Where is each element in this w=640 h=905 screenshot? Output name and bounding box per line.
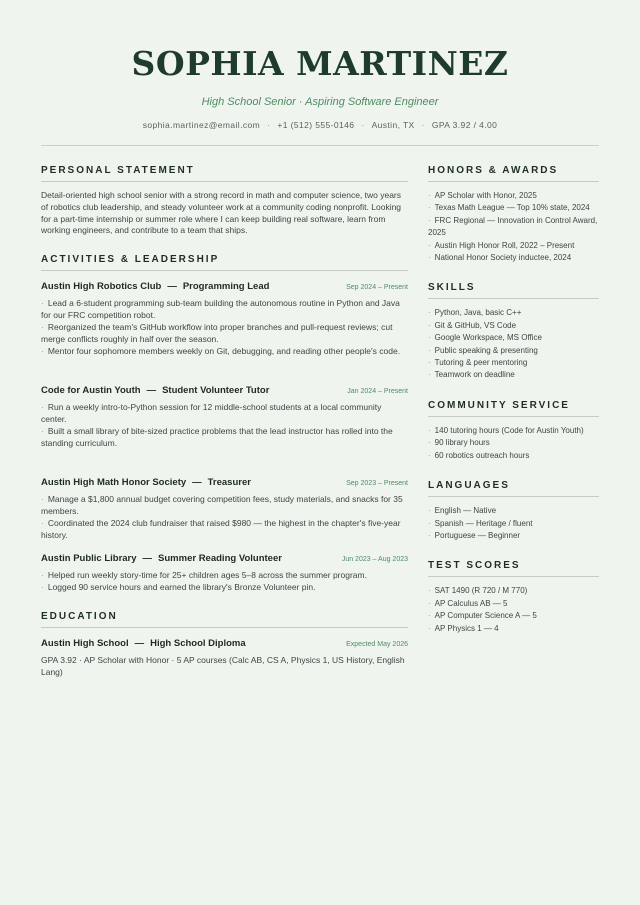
bullet-text: Logged 90 service hours and earned the library's Bronze Volunteer pin. [47, 582, 316, 593]
honors-list [428, 190, 599, 264]
tagline: High School Senior · Aspiring Software Engineer [201, 96, 439, 108]
list-item: · Tutoring & peer mentoring [428, 358, 528, 368]
list-item-text: Portuguese — Beginner [434, 530, 521, 540]
list-item-text: SAT 1490 (R 720 / M 770) [434, 586, 528, 596]
list-item-text: AP Calculus AB — 5 [434, 598, 508, 608]
entry-role: Student Volunteer Tutor [162, 385, 270, 397]
activity-entry [41, 385, 408, 449]
candidate-name: SOPHIA MARTINEZ [131, 44, 509, 83]
list-item-text: Google Workspace, MS Office [434, 333, 542, 343]
degree-name: High School Diploma [150, 638, 246, 650]
entry-role: Summer Reading Volunteer [158, 553, 282, 565]
list-item-text: AP Scholar with Honor, 2025 [434, 191, 537, 200]
bullet-item: · Reorganized the team's GitHub workflow into proper branches and pull-request reviews; cut merge conflicts roughly in half over the season. [41, 322, 393, 345]
school-name: Austin High School [41, 638, 129, 650]
list-item: · Texas Math League — Top 10% state, 2024 [428, 203, 590, 213]
contact-separator: · [421, 120, 425, 130]
list-item-text: Spanish — Heritage / fluent [434, 518, 533, 528]
bullet-text: Mentor four sophomore members weekly on Git, debugging, and reading other people's code. [47, 346, 401, 357]
bullet-item: · Helped run weekly story-time for 25+ children ages 5–8 across the summer program. [41, 570, 367, 581]
contact-separator: · [361, 120, 365, 130]
list-item-text: Python, Java, basic C++ [434, 308, 522, 318]
bullet-item: · Manage a $1,800 annual budget covering competition fees, study materials, and snacks for 35 members. [41, 494, 403, 517]
list-item-text: Public speaking & presenting [434, 345, 538, 355]
bullet-item: · Lead a 6-student programming sub-team building the autonomous routine in Python and Java for our FRC competition robot. [41, 298, 400, 321]
section-title: PERSONAL STATEMENT [41, 165, 408, 182]
entry-date: Sep 2023 – Present [346, 480, 408, 488]
section-title: SKILLS [428, 282, 599, 299]
list-item-text: Tutoring & peer mentoring [434, 358, 528, 368]
list-item-text: Git & GitHub, VS Code [434, 320, 517, 330]
contact-phone: +1 (512) 555-0146 [277, 120, 355, 130]
entry-date: Jun 2023 – Aug 2023 [341, 556, 408, 564]
bullet-text: Lead a 6-student programming sub-team building the autonomous routine in Python and Java for our FRC competition robot. [41, 298, 400, 321]
contact-separator: · [267, 120, 271, 130]
entry-header [41, 638, 408, 649]
list-item: · AP Physics 1 — 4 [428, 623, 499, 633]
honors-section [428, 165, 599, 264]
entry-title: Austin High School — High School Diploma [41, 638, 246, 650]
list-item-text: AP Computer Science A — 5 [434, 611, 537, 621]
activity-entry [41, 553, 408, 593]
contact-gpa: GPA 3.92 / 4.00 [431, 120, 498, 130]
bullet-text: Manage a $1,800 annual budget covering competition fees, study materials, and snacks for 35 members. [41, 494, 403, 517]
entry-org: Austin High Math Honor Society [41, 477, 187, 489]
statement-text: Detail-oriented high school senior with a strong record in math and computer science, two years of robotics club leadership, and steady volunteer work at a community coding nonprofit. Looking for a part-time internship or summer role where I can keep building real software, learn from working engineers, and contribute to a team that ships. [41, 190, 402, 236]
activity-entry [41, 477, 408, 541]
education-detail: GPA 3.92 · AP Scholar with Honor · 5 AP courses (Calc AB, CS A, Physics 1, US History, English Lang) [41, 655, 405, 678]
list-item-text: 90 library hours [434, 438, 490, 448]
entry-bullets [41, 493, 408, 541]
list-item: · AP Calculus AB — 5 [428, 598, 508, 608]
bullet-text: Run a weekly intro-to-Python session for 12 middle-school students at a local community center. [41, 402, 382, 425]
entry-header [41, 385, 408, 396]
bullet-item: · Coordinated the 2024 club fundraiser that raised $980 — the highest in the chapter's five-year history. [41, 518, 401, 541]
list-item-text: English — Native [434, 506, 497, 516]
header-divider [41, 145, 599, 146]
entry-org: Code for Austin Youth [41, 385, 141, 397]
skills-list [428, 307, 599, 381]
list-item-text: Texas Math League — Top 10% state, 2024 [434, 203, 590, 213]
entry-date: Sep 2024 – Present [346, 284, 408, 292]
section-title: ACTIVITIES & LEADERSHIP [41, 254, 408, 271]
list-item: · 140 tutoring hours (Code for Austin Youth) [428, 425, 584, 435]
education-section [41, 611, 408, 678]
bullet-text: Built a small library of bite-sized practice problems that the lead instructor has rolled into the standing curriculum. [41, 426, 393, 449]
list-item: · Google Workspace, MS Office [428, 333, 542, 343]
contact-location: Austin, TX [371, 120, 415, 130]
entry-date: Jan 2024 – Present [347, 388, 408, 396]
entry-org: Austin High Robotics Club [41, 281, 162, 293]
section-title: HONORS & AWARDS [428, 165, 599, 182]
list-item: · Python, Java, basic C++ [428, 308, 522, 318]
test-scores-list [428, 585, 599, 635]
education-entry [41, 638, 408, 678]
list-item-text: 140 tutoring hours (Code for Austin Youth) [434, 425, 584, 435]
list-item: · Spanish — Heritage / fluent [428, 518, 533, 528]
entry-header [41, 553, 408, 564]
list-item-text: Austin High Honor Roll, 2022 – Present [434, 240, 575, 250]
personal-statement-section [41, 165, 408, 237]
list-item: · Public speaking & presenting [428, 345, 538, 355]
list-item: · SAT 1490 (R 720 / M 770) [428, 586, 528, 596]
list-item: · National Honor Society inductee, 2024 [428, 253, 572, 263]
list-item: · Git & GitHub, VS Code [428, 320, 517, 330]
list-item: · AP Computer Science A — 5 [428, 611, 537, 621]
contact-email: sophia.martinez@email.com [142, 120, 261, 130]
activity-entry [41, 281, 408, 357]
entry-title: Austin High Math Honor Society — Treasurer [41, 477, 251, 489]
list-item: · 60 robotics outreach hours [428, 450, 530, 460]
activities-section [41, 254, 408, 593]
bullet-item: · Built a small library of bite-sized practice problems that the lead instructor has rolled into the standing curriculum. [41, 426, 393, 449]
entry-title: Code for Austin Youth — Student Volunteer Tutor [41, 385, 270, 397]
list-item: · FRC Regional — Innovation in Control Award, 2025 [428, 215, 598, 238]
entry-header [41, 281, 408, 292]
main-column [41, 165, 408, 678]
entry-date: Expected May 2026 [346, 641, 408, 649]
test-scores-section [428, 560, 599, 635]
entry-title: Austin Public Library — Summer Reading Volunteer [41, 553, 282, 565]
section-title: TEST SCORES [428, 560, 599, 577]
community-list [428, 425, 599, 462]
list-item-text: AP Physics 1 — 4 [434, 623, 499, 633]
list-item: · 90 library hours [428, 438, 490, 448]
entry-bullets [41, 401, 408, 449]
sidebar-column [428, 165, 599, 635]
bullet-text: Reorganized the team's GitHub workflow into proper branches and pull-request reviews; cut merge conflicts roughly in half over the season. [41, 322, 393, 345]
list-item: · AP Scholar with Honor, 2025 [428, 191, 537, 200]
resume-page [41, 0, 599, 905]
entry-title: Austin High Robotics Club — Programming Lead [41, 281, 270, 293]
entry-bullets [41, 569, 408, 593]
list-item-text: National Honor Society inductee, 2024 [434, 253, 572, 263]
languages-section [428, 480, 599, 542]
bullet-item: · Run a weekly intro-to-Python session for 12 middle-school students at a local community center. [41, 402, 382, 425]
section-title: LANGUAGES [428, 480, 599, 497]
list-item: · Portuguese — Beginner [428, 530, 521, 540]
bullet-text: Helped run weekly story-time for 25+ children ages 5–8 across the summer program. [47, 570, 367, 581]
entry-header [41, 477, 408, 488]
languages-list [428, 505, 599, 542]
entry-bullets [41, 297, 408, 357]
bullet-item: · Mentor four sophomore members weekly on Git, debugging, and reading other people's code. [41, 346, 401, 357]
list-item-text: 60 robotics outreach hours [434, 450, 530, 460]
list-item: · Teamwork on deadline [428, 370, 515, 380]
bullet-item: · Logged 90 service hours and earned the library's Bronze Volunteer pin. [41, 582, 316, 593]
entry-role: Programming Lead [182, 281, 270, 293]
list-item-text: Teamwork on deadline [434, 370, 515, 380]
entry-org: Austin Public Library [41, 553, 137, 565]
list-item: · Austin High Honor Roll, 2022 – Present [428, 240, 575, 250]
contact-line [41, 120, 599, 130]
section-title: EDUCATION [41, 611, 408, 628]
bullet-text: Coordinated the 2024 club fundraiser that raised $980 — the highest in the chapter's five-year history. [41, 518, 401, 541]
section-title: COMMUNITY SERVICE [428, 400, 599, 417]
community-section [428, 400, 599, 462]
list-item-text: FRC Regional — Innovation in Control Award, 2025 [428, 215, 598, 238]
skills-section [428, 282, 599, 381]
entry-role: Treasurer [207, 477, 251, 489]
list-item: · English — Native [428, 506, 497, 516]
